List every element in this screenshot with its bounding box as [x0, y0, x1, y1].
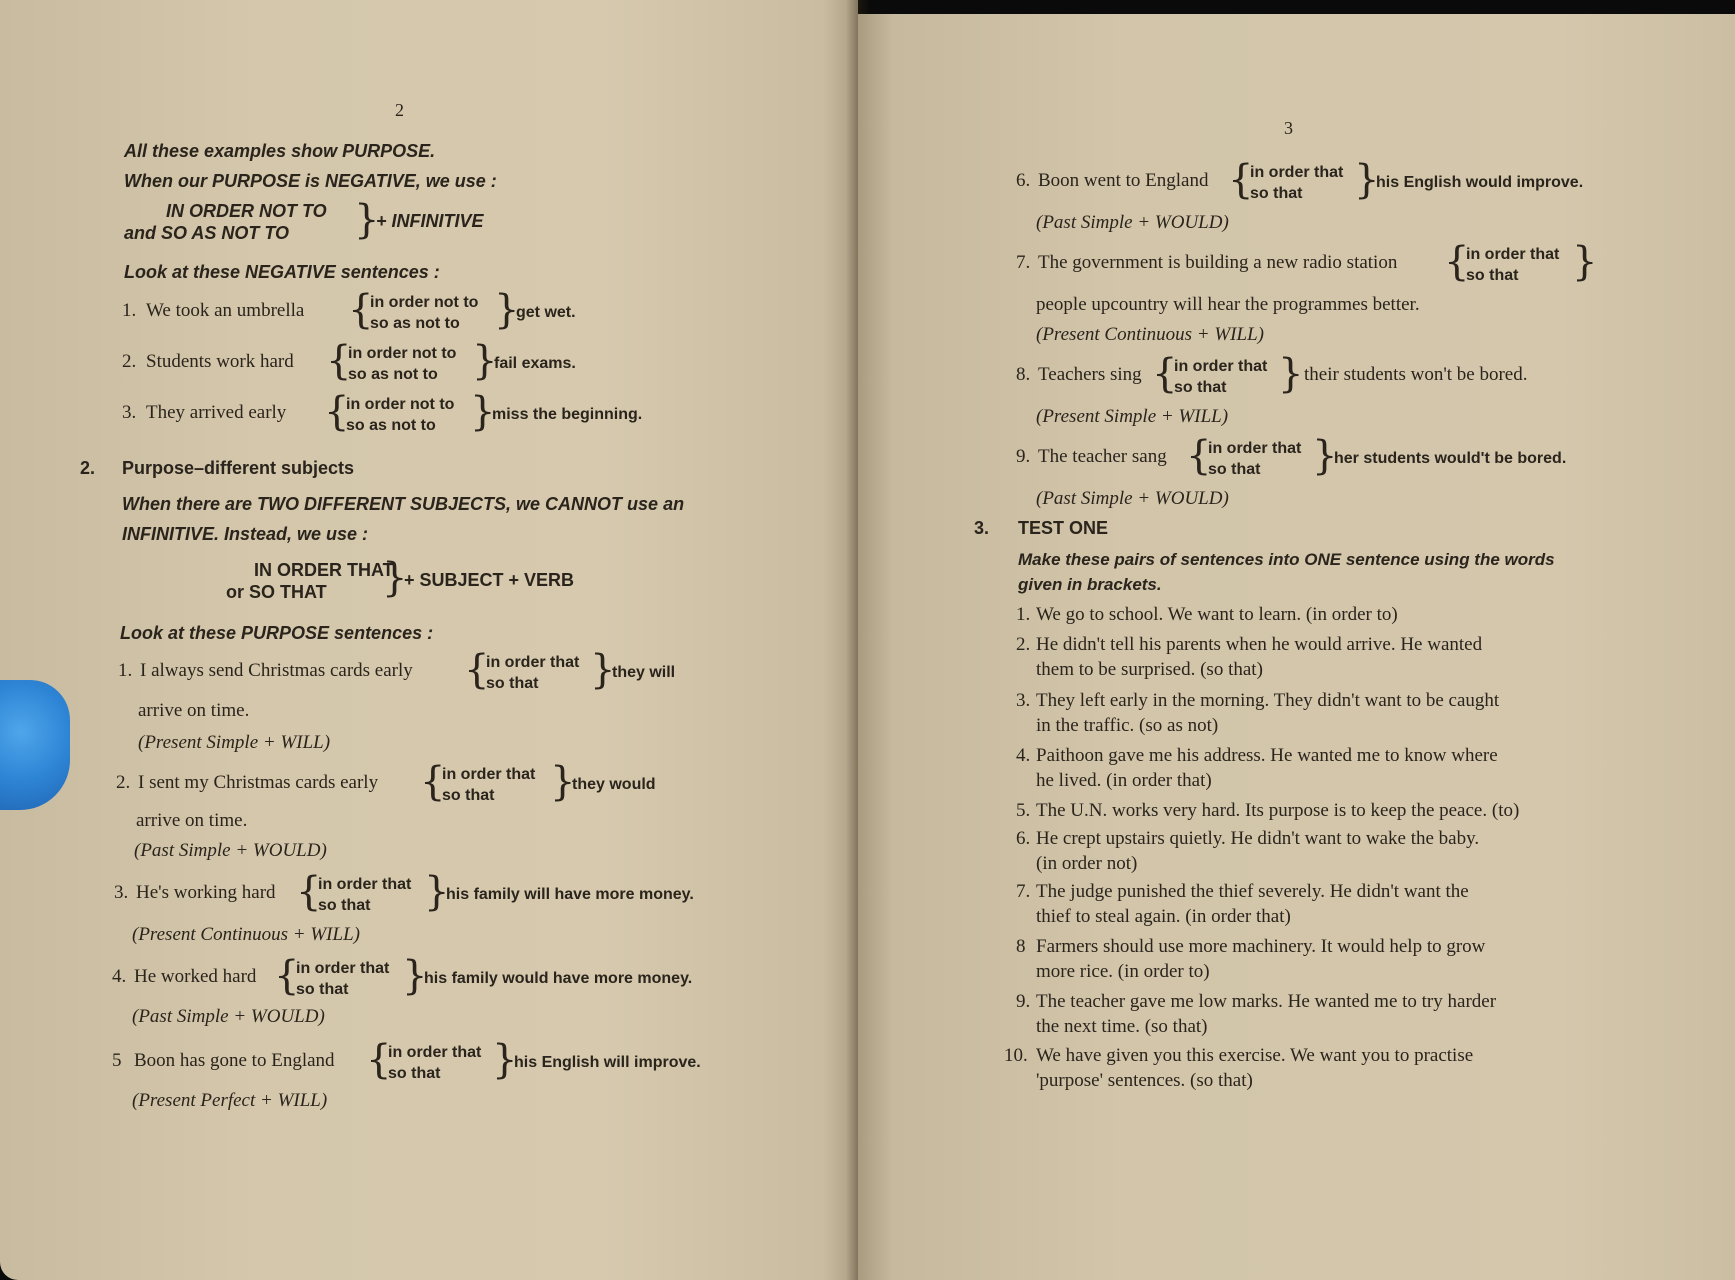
page-number: 2 [395, 100, 404, 120]
section-text: When there are TWO DIFFERENT SUBJECTS, we CANNOT use an [122, 494, 685, 514]
brace-left: { [274, 953, 300, 999]
page-number: 3 [1284, 118, 1293, 138]
section-heading: Look at these PURPOSE sentences : [120, 623, 434, 643]
brace-left: { [366, 1037, 392, 1083]
example-text: They arrived early [146, 402, 287, 423]
tense-label: (Past Simple + WOULD) [132, 1006, 325, 1027]
example-number: 3. [122, 402, 137, 423]
left-page [0, 0, 858, 1280]
formula-line: IN ORDER NOT TO [166, 201, 327, 221]
exercise-text: more rice. (in order to) [1036, 961, 1210, 982]
example-number: 2. [122, 351, 137, 372]
option: so that [318, 897, 371, 914]
example-text: Boon has gone to England [134, 1050, 335, 1071]
exercise-text: They left early in the morning. They didn't want to be caught [1036, 690, 1500, 711]
exercise-number: 6. [1016, 828, 1031, 849]
brace-right: } [1312, 433, 1338, 479]
right-page [858, 14, 1735, 1280]
exercise-text: the next time. (so that) [1036, 1016, 1208, 1037]
example-text: miss the beginning. [492, 406, 643, 423]
option: in order that [486, 654, 580, 671]
section-title: TEST ONE [1018, 518, 1109, 538]
option: so that [442, 787, 495, 804]
example-text: arrive on time. [138, 700, 250, 721]
brace-right: } [424, 869, 450, 915]
option: so as not to [370, 315, 460, 332]
option: so that [388, 1065, 441, 1082]
option: so that [1174, 379, 1227, 396]
brace-left: { [464, 647, 490, 693]
exercise-number: 4. [1016, 745, 1031, 766]
intro-line: When our PURPOSE is NEGATIVE, we use : [124, 171, 497, 191]
exercise-number: 5. [1016, 800, 1031, 821]
option: so as not to [346, 417, 436, 434]
brace-right: } [550, 759, 576, 805]
example-text: Teachers sing [1038, 364, 1142, 385]
example-text: He worked hard [134, 966, 257, 987]
brace-right: } [1278, 351, 1304, 397]
option: so that [486, 675, 539, 692]
formula-line: and SO AS NOT TO [124, 223, 290, 243]
example-text: I sent my Christmas cards early [138, 772, 379, 793]
tense-label: (Present Simple + WILL) [138, 732, 331, 753]
brace-right: } [382, 555, 408, 601]
exercise-number: 2. [1016, 634, 1031, 655]
exercise-text: in the traffic. (so as not) [1036, 715, 1219, 736]
formula-line: IN ORDER THAT [254, 560, 394, 580]
option: in order that [318, 876, 412, 893]
example-text: Boon went to England [1038, 170, 1209, 191]
brace-right: } [470, 389, 496, 435]
brace-left: { [326, 338, 352, 384]
example-text: Students work hard [146, 351, 294, 372]
option: in order not to [370, 294, 479, 311]
exercise-number: 10. [1004, 1045, 1028, 1066]
tense-label: (Past Simple + WOULD) [1036, 212, 1229, 233]
example-text: arrive on time. [136, 810, 248, 831]
tense-label: (Present Perfect + WILL) [132, 1090, 328, 1111]
section-number: 3. [974, 518, 990, 538]
brace-right: } [354, 197, 380, 243]
instruction: given in brackets. [1018, 575, 1162, 594]
brace-right: } [1572, 239, 1598, 285]
option: so as not to [348, 366, 438, 383]
example-text: I always send Christmas cards early [140, 660, 413, 681]
tense-label: (Present Simple + WILL) [1036, 406, 1229, 427]
exercise-text: He didn't tell his parents when he would arrive. He wanted [1036, 634, 1483, 655]
exercise-text: We have given you this exercise. We want you to practise [1036, 1045, 1474, 1066]
exercise-text: The teacher gave me low marks. He wanted me to try harder [1036, 991, 1497, 1012]
example-number: 1. [122, 300, 137, 321]
option: in order that [1250, 164, 1344, 181]
blue-cloth [0, 680, 70, 810]
option: in order not to [348, 345, 457, 362]
exercise-text: them to be surprised. (so that) [1036, 659, 1263, 680]
exercise-number: 7. [1016, 881, 1031, 902]
example-text: her students would't be bored. [1334, 450, 1567, 467]
exercise-text: He crept upstairs quietly. He didn't want to wake the baby. [1036, 828, 1480, 849]
exercise-text: (in order not) [1036, 853, 1138, 874]
tense-label: (Past Simple + WOULD) [1036, 488, 1229, 509]
brace-left: { [348, 287, 374, 333]
exercise-text: thief to steal again. (in order that) [1036, 906, 1291, 927]
exercise-text: 'purpose' sentences. (so that) [1036, 1070, 1253, 1091]
example-text: his family will have more money. [446, 886, 694, 903]
option: so that [1466, 267, 1519, 284]
brace-left: { [296, 869, 322, 915]
example-number: 8. [1016, 364, 1031, 385]
example-text: people upcountry will hear the programmes better. [1036, 294, 1420, 315]
brace-right: } [402, 953, 428, 999]
tense-label: (Present Continuous + WILL) [1036, 324, 1264, 345]
brace-left: { [324, 389, 350, 435]
exercise-text: he lived. (in order that) [1036, 770, 1212, 791]
option: in order that [1466, 246, 1560, 263]
section-title: Purpose–different subjects [122, 458, 355, 478]
example-number: 6. [1016, 170, 1031, 191]
option: so that [1208, 461, 1261, 478]
option: in order not to [346, 396, 455, 413]
example-text: fail exams. [494, 355, 576, 372]
brace-left: { [420, 759, 446, 805]
brace-right: } [1354, 157, 1380, 203]
example-number: 9. [1016, 446, 1031, 467]
exercise-number: 9. [1016, 991, 1031, 1012]
exercise-number: 3. [1016, 690, 1031, 711]
tense-label: (Present Continuous + WILL) [132, 924, 360, 945]
exercise-text: The judge punished the thief severely. He didn't want the [1036, 881, 1469, 902]
example-text: his English would improve. [1376, 174, 1584, 191]
exercise-text: Paithoon gave me his address. He wanted me to know where [1036, 745, 1498, 766]
brace-left: { [1152, 351, 1178, 397]
example-text: The government is building a new radio station [1038, 252, 1398, 273]
exercise-text: Farmers should use more machinery. It would help to grow [1036, 936, 1486, 957]
exercise-text: The U.N. works very hard. Its purpose is to keep the peace. (to) [1036, 800, 1520, 821]
instruction: Make these pairs of sentences into ONE sentence using the words [1018, 550, 1555, 569]
option: in order that [1208, 440, 1302, 457]
brace-left: { [1228, 157, 1254, 203]
example-text: they would [572, 776, 656, 793]
example-number: 7. [1016, 252, 1031, 273]
example-text: they will [612, 664, 676, 681]
brace-left: { [1186, 433, 1212, 479]
brace-right: } [494, 287, 520, 333]
example-number: 1. [118, 660, 133, 681]
example-text: He's working hard [136, 882, 276, 903]
brace-right: } [590, 647, 616, 693]
example-number: 3. [114, 882, 129, 903]
formula-result: + SUBJECT + VERB [404, 570, 575, 590]
exercise-number: 8 [1016, 936, 1026, 957]
example-number: 2. [116, 772, 131, 793]
exercise-number: 1. [1016, 604, 1031, 625]
brace-right: } [492, 1037, 518, 1083]
example-text: The teacher sang [1038, 446, 1167, 467]
option: in order that [388, 1044, 482, 1061]
intro-line: All these examples show PURPOSE. [124, 141, 436, 161]
brace-right: } [472, 338, 498, 384]
example-number: 4. [112, 966, 127, 987]
example-number: 5 [112, 1050, 122, 1071]
section-text: INFINITIVE. Instead, we use : [122, 524, 369, 544]
formula-result: + INFINITIVE [376, 211, 484, 231]
option: in order that [442, 766, 536, 783]
example-text: his English will improve. [514, 1054, 701, 1071]
example-text: their students won't be bored. [1304, 364, 1528, 385]
option: so that [1250, 185, 1303, 202]
option: in order that [296, 960, 390, 977]
section-heading: Look at these NEGATIVE sentences : [124, 262, 440, 282]
section-number: 2. [80, 458, 96, 478]
formula-line: or SO THAT [226, 582, 327, 602]
example-text: get wet. [516, 304, 576, 321]
example-text: We took an umbrella [146, 300, 305, 321]
option: so that [296, 981, 349, 998]
brace-left: { [1444, 239, 1470, 285]
example-text: his family would have more money. [424, 970, 693, 987]
option: in order that [1174, 358, 1268, 375]
tense-label: (Past Simple + WOULD) [134, 840, 327, 861]
exercise-text: We go to school. We want to learn. (in order to) [1036, 604, 1398, 625]
